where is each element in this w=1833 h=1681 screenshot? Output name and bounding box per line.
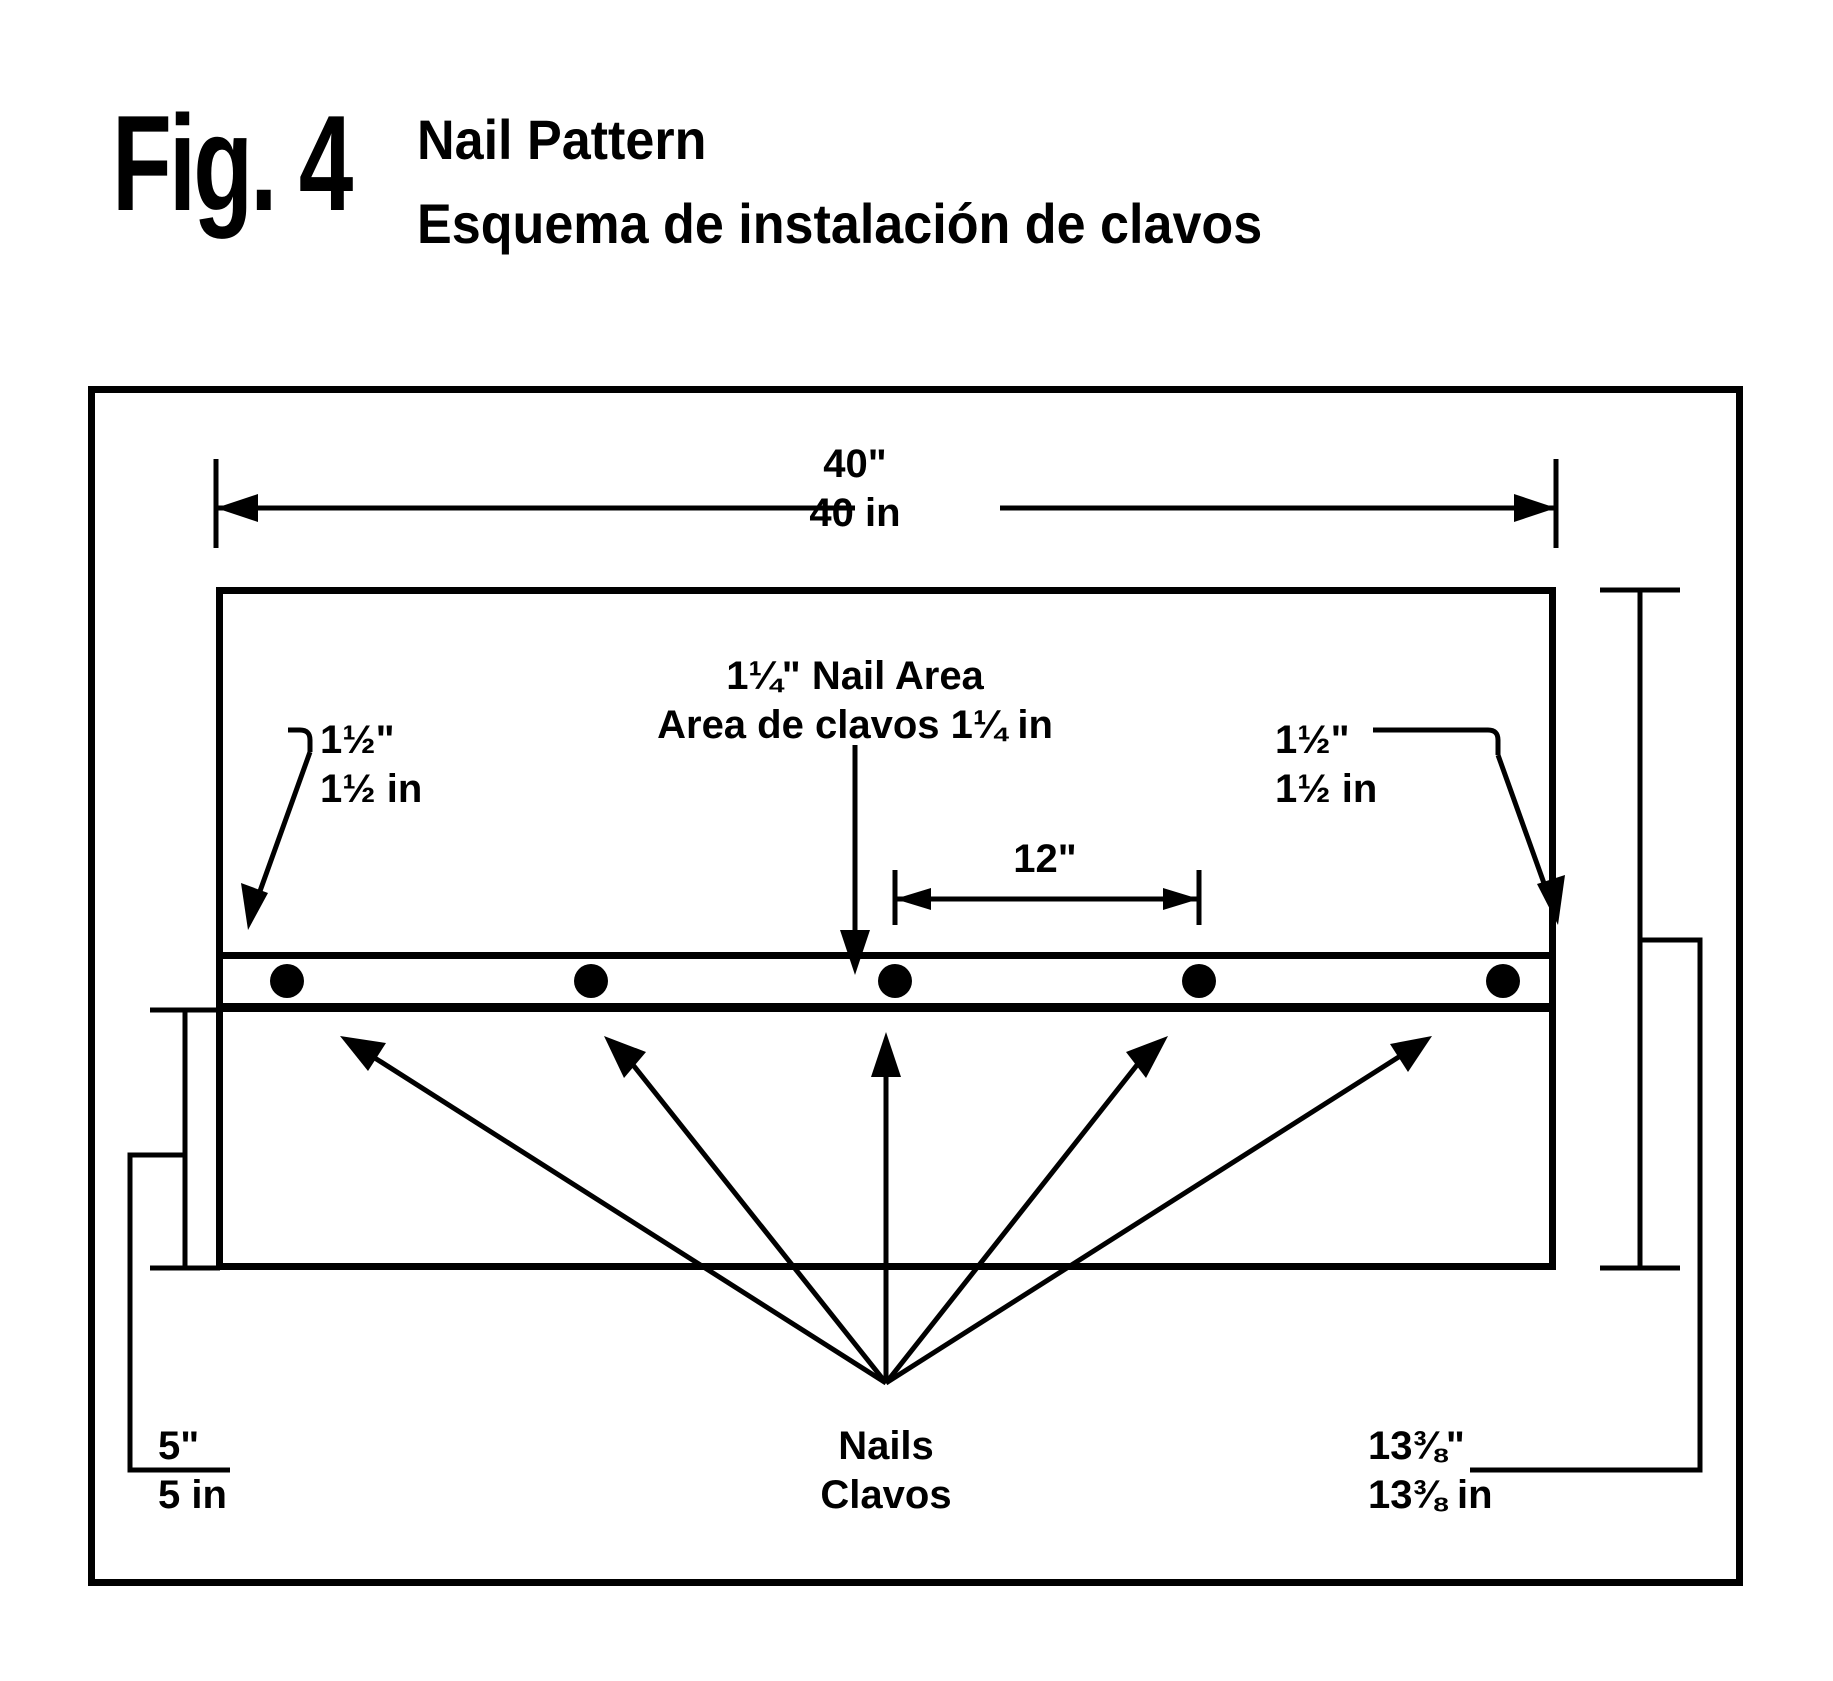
nail-2 [574,964,608,998]
bottom-left-es: 5 in [158,1472,227,1517]
figure-title-english: Nail Pattern [417,108,707,171]
figure-number: Fig. 4 [112,87,351,239]
bottom-left-en: 5" [158,1424,200,1468]
nail-5 [1486,964,1520,998]
nails-es: Clavos [820,1472,952,1517]
nails-callout-label [766,1422,1006,1520]
edge-right-es: 1½ in [1275,766,1378,811]
overall-width-label [760,440,950,538]
bottom-right-en: 13⅜" [1368,1424,1465,1468]
overall-width-en: 40" [823,442,887,486]
nail-4 [1182,964,1216,998]
bottom-right-label [1368,1422,1493,1520]
edge-left-es: 1½ in [320,766,423,811]
bottom-right-es: 13⅜ in [1368,1472,1493,1517]
bottom-left-label [158,1422,227,1520]
edge-left-en: 1½" [320,718,395,762]
overall-width-es: 40 in [809,490,901,535]
edge-right-en: 1½" [1275,718,1350,762]
nail-spacing-label [955,835,1135,884]
edge-left-label [320,716,422,814]
figure-title-spanish: Esquema de instalación de clavos [417,192,1263,255]
nail-area-es: Area de clavos 1¼ in [657,702,1053,747]
nail-area-en: 1¼" Nail Area [726,654,984,698]
nail-3 [878,964,912,998]
nail-spacing-value: 12" [1013,837,1077,881]
nail-1 [270,964,304,998]
edge-right-label [1275,716,1377,814]
nails-en: Nails [838,1424,934,1468]
lower-panel [216,1005,1556,1270]
nail-area-label [615,652,1095,750]
